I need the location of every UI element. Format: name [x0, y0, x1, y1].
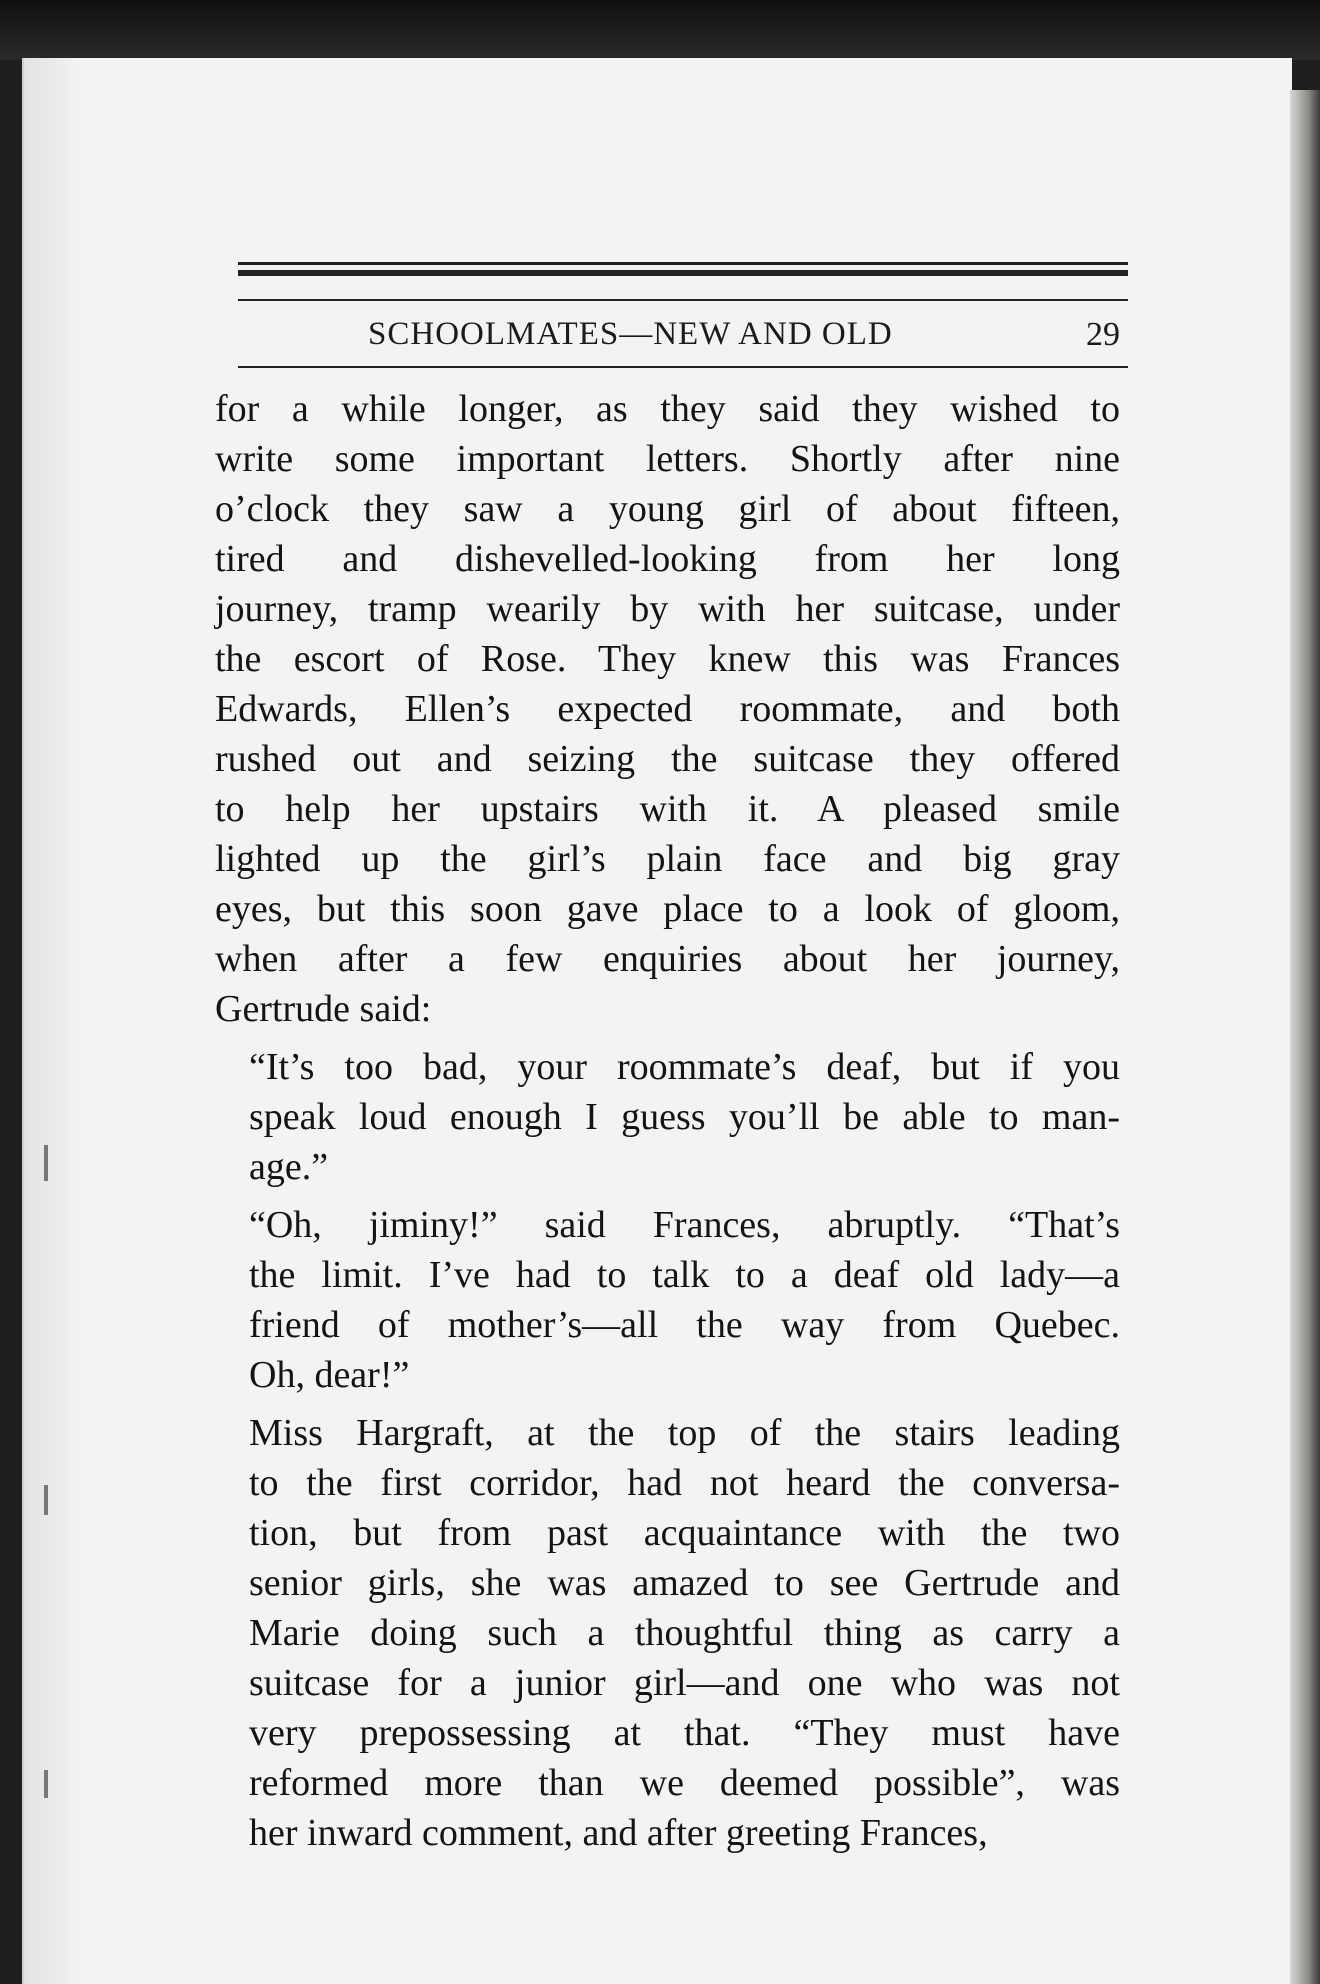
- binding-mark: [44, 1485, 48, 1515]
- running-head: SCHOOLMATES—NEW AND OLD: [368, 316, 893, 352]
- text-line: Oh, dear!”: [249, 1354, 410, 1396]
- text-line: suitcase for a junior girl—and one who was not: [249, 1662, 1120, 1704]
- text-line: “It’s too bad, your roommate’s deaf, but if you: [249, 1046, 1120, 1088]
- header-rule-bottom: [238, 366, 1128, 368]
- paragraph: [215, 384, 1120, 1034]
- text-line: reformed more than we deemed possible”, was: [249, 1762, 1120, 1804]
- text-line: to the first corridor, had not heard the conversa-: [249, 1462, 1120, 1504]
- text-line: Edwards, Ellen’s expected roommate, and both: [215, 688, 1120, 730]
- binding-mark: [44, 1770, 48, 1798]
- text-line: Marie doing such a thoughtful thing as carry a: [249, 1612, 1120, 1654]
- text-line: when after a few enquiries about her journey,: [215, 938, 1120, 980]
- header-rule-under: [238, 299, 1128, 301]
- text-line: for a while longer, as they said they wished to: [215, 388, 1120, 430]
- page-header: [238, 316, 1128, 362]
- text-line: o’clock they saw a young girl of about fifteen,: [215, 488, 1120, 530]
- text-line: rushed out and seizing the suitcase they offered: [215, 738, 1120, 780]
- text-line: eyes, but this soon gave place to a look of gloom,: [215, 888, 1120, 930]
- text-line: her inward comment, and after greeting Frances,: [249, 1812, 988, 1854]
- paragraph: [215, 1408, 1120, 1858]
- text-line: speak loud enough I guess you’ll be able to man-: [249, 1096, 1120, 1138]
- text-line: the escort of Rose. They knew this was Frances: [215, 638, 1120, 680]
- text-line: friend of mother’s—all the way from Quebec.: [249, 1304, 1120, 1346]
- page-edge-shadow: [1290, 90, 1320, 1984]
- text-line: tired and dishevelled-looking from her long: [215, 538, 1120, 580]
- header-rule-thick: [238, 270, 1128, 276]
- text-line: to help her upstairs with it. A pleased smile: [215, 788, 1120, 830]
- text-line: senior girls, she was amazed to see Gertrude and: [249, 1562, 1120, 1604]
- header-rule-thin: [238, 262, 1128, 265]
- text-line: journey, tramp wearily by with her suitcase, under: [215, 588, 1120, 630]
- paragraph: [215, 1042, 1120, 1192]
- text-line: the limit. I’ve had to talk to a deaf old lady—a: [249, 1254, 1120, 1296]
- text-line: “Oh, jiminy!” said Frances, abruptly. “That’s: [249, 1204, 1120, 1246]
- binding-mark: [44, 1145, 48, 1181]
- paragraph: [215, 1200, 1120, 1400]
- text-line: Miss Hargraft, at the top of the stairs leading: [249, 1412, 1120, 1454]
- text-line: very prepossessing at that. “They must have: [249, 1712, 1120, 1754]
- text-line: write some important letters. Shortly after nine: [215, 438, 1120, 480]
- body-text: [215, 384, 1120, 1866]
- text-line: lighted up the girl’s plain face and big gray: [215, 838, 1120, 880]
- text-line: age.”: [249, 1146, 329, 1188]
- text-line: tion, but from past acquaintance with the two: [249, 1512, 1120, 1554]
- scan-background-top: [0, 0, 1320, 60]
- page-number: 29: [1086, 316, 1120, 353]
- text-line: Gertrude said:: [215, 988, 432, 1030]
